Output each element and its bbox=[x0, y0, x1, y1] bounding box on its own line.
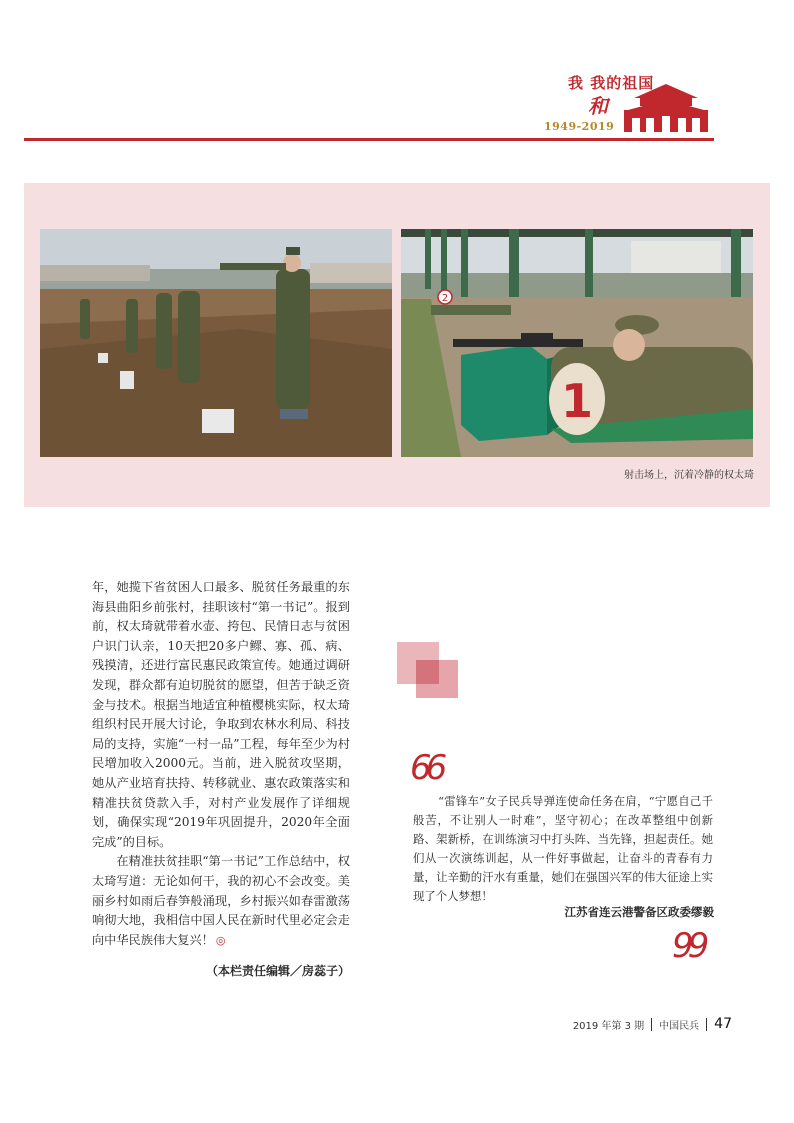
shooting-range-pistol-photo bbox=[40, 229, 392, 457]
photo-pistol-training bbox=[40, 229, 392, 457]
page-number: 47 bbox=[714, 1016, 732, 1032]
article-paragraph-2-text: 在精准扶贫挂职“第一书记”工作总结中，权太琦写道：无论如何干，我的初心不会改变。美丽乡村如雨后春笋般涌现，乡村振兴如春雷激荡响彻大地，我相信中国人民在新时代里必定会走向中华民族伟大复兴！ bbox=[92, 854, 350, 947]
shooting-range-rifle-photo bbox=[401, 229, 753, 457]
open-quote-mark: 66 bbox=[410, 748, 442, 788]
editor-credit: （本栏责任编辑／房蕊子） bbox=[206, 964, 351, 978]
article-body bbox=[92, 578, 350, 950]
decorative-square-overlap bbox=[416, 660, 439, 684]
footer-divider bbox=[706, 1018, 707, 1031]
logo-title: 我 我的祖国 bbox=[568, 74, 655, 92]
photo-panel bbox=[24, 183, 770, 507]
tiananmen-icon bbox=[614, 78, 718, 134]
pull-quote-text: “雷锋车”女子民兵导弹连使命任务在肩，“宁愿自己千般苦，不让别人一时难”，坚守初心；在改革整组中创新路、架新桥，在训练演习中打头阵、当先锋，担起责任。她们从一次演练训起，从一件好事做起，让奋斗的青春有力量，让辛勤的汗水有重量，她们在强国兴军的伟大征途上实现了个人梦想！ bbox=[413, 794, 713, 903]
photo-caption: 射击场上，沉着冷静的权太琦 bbox=[624, 470, 754, 481]
column-logo bbox=[540, 72, 720, 138]
header-rule bbox=[24, 138, 714, 141]
page-footer bbox=[573, 1016, 732, 1032]
article-paragraph-1: 年，她揽下省贫困人口最多、脱贫任务最重的东海县曲阳乡前张村，挂职该村“第一书记”。报到前，权太琦就带着水壶、挎包、民情日志与贫困户识门认亲，10天把20多户鳏、寡、孤、病、残摸清，还进行富民惠民政策宣传。她通过调研发现，群众都有迫切脱贫的愿望，但苦于缺乏资金与技术。根据当地适宜种植樱桃实际，权太琦组织村民开展大讨论，争取到农林水利局、科技局的支持，实施“一村一品”工程，每年至少为村民增加收入2000元。当前，进入脱贫攻坚期，她从产业培育扶持、转移就业、惠农政策落实和精准扶贫贷款入手，对村产业发展作了详细规划，确保实现“2019年巩固提升，2020年全面完成”的目标。 bbox=[92, 580, 350, 849]
logo-mid-character: 和 bbox=[588, 94, 608, 118]
article-paragraph-2 bbox=[92, 852, 350, 950]
photo-rifle-training bbox=[401, 229, 753, 457]
footer-magazine: 中国民兵 bbox=[659, 1020, 700, 1032]
photo-marker-number: 2 bbox=[441, 293, 449, 304]
logo-years: 1949-2019 bbox=[544, 120, 615, 133]
close-quote-mark: 99 bbox=[672, 926, 704, 966]
end-mark-icon: ◎ bbox=[215, 933, 226, 947]
pull-quote-author: 江苏省连云港警备区政委缪毅 bbox=[564, 905, 714, 919]
target-number: 1 bbox=[560, 374, 594, 428]
footer-issue: 2019 年第 3 期 bbox=[572, 1020, 645, 1032]
footer-divider bbox=[651, 1018, 652, 1031]
